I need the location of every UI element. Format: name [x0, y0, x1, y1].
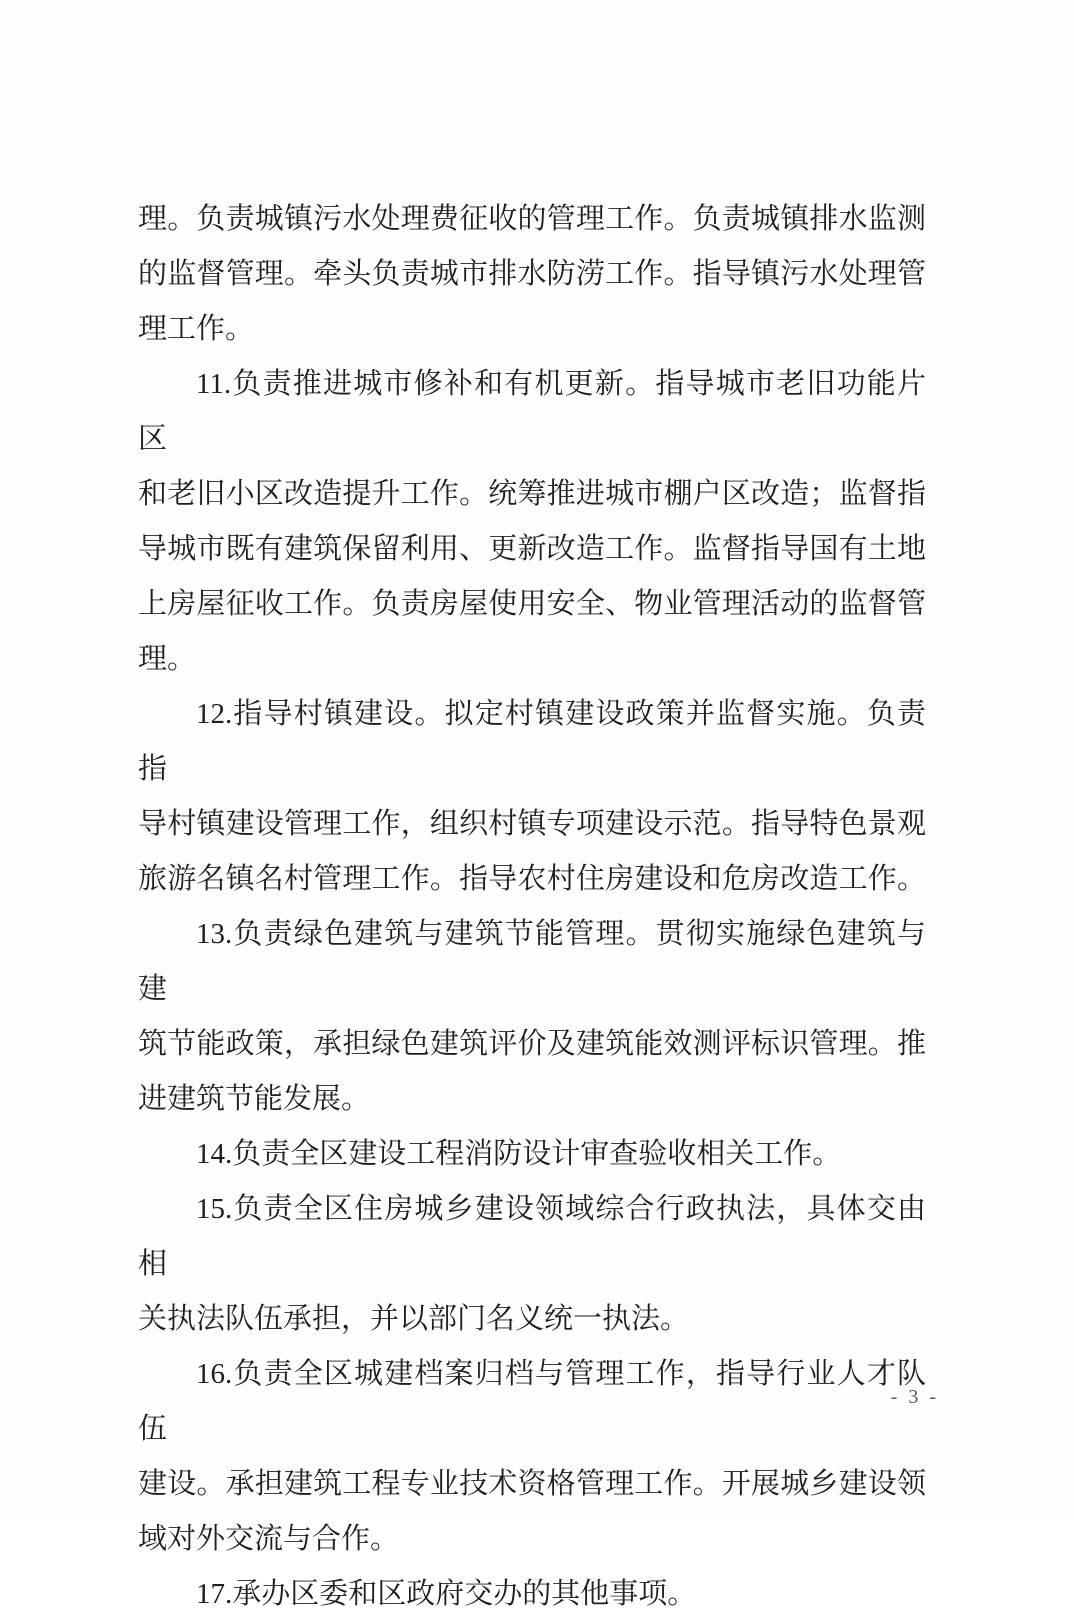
text-line: 上房屋征收工作。负责房屋使用安全、物业管理活动的监督管 [138, 588, 926, 620]
text-line: 导城市既有建筑保留利用、更新改造工作。监督指导国有土地 [138, 533, 926, 565]
text-line: 11.负责推进城市修补和有机更新。指导城市老旧功能片区 [138, 368, 926, 455]
paragraph [138, 357, 926, 687]
text-line: 15.负责全区住房城乡建设领域综合行政执法，具体交由相 [138, 1193, 926, 1280]
text-line: 12.指导村镇建设。拟定村镇建设政策并监督实施。负责指 [138, 698, 926, 785]
paragraph [138, 1347, 926, 1567]
text-line: 关执法队伍承担，并以部门名义统一执法。 [138, 1303, 690, 1335]
text-line: 和老旧小区改造提升工作。统筹推进城市棚户区改造；监督指 [138, 478, 926, 510]
document-body [138, 192, 926, 1622]
text-line: 建设。承担建筑工程专业技术资格管理工作。开展城乡建设领 [138, 1468, 926, 1500]
paragraph [138, 192, 926, 357]
text-line: 导村镇建设管理工作，组织村镇专项建设示范。指导特色景观 [138, 808, 926, 840]
paragraph [138, 687, 926, 907]
paragraph [138, 1567, 926, 1622]
paragraph [138, 1182, 926, 1347]
text-line: 16.负责全区城建档案归档与管理工作，指导行业人才队伍 [138, 1358, 926, 1445]
text-line: 理。负责城镇污水处理费征收的管理工作。负责城镇排水监测 [138, 203, 926, 235]
text-line: 理。 [138, 643, 197, 675]
text-line: 旅游名镇名村管理工作。指导农村住房建设和危房改造工作。 [138, 863, 926, 895]
paragraph [138, 907, 926, 1127]
text-line: 筑节能政策，承担绿色建筑评价及建筑能效测评标识管理。推 [138, 1028, 926, 1060]
text-line: 域对外交流与合作。 [138, 1523, 400, 1555]
text-line: 理工作。 [138, 313, 255, 345]
text-line: 13.负责绿色建筑与建筑节能管理。贯彻实施绿色建筑与建 [138, 918, 926, 1005]
text-line: 进建筑节能发展。 [138, 1083, 371, 1115]
text-line: 14.负责全区建设工程消防设计审查验收相关工作。 [196, 1138, 842, 1170]
page-number: - 3 - [890, 1386, 939, 1408]
text-line: 17.承办区委和区政府交办的其他事项。 [196, 1578, 697, 1610]
paragraph [138, 1127, 926, 1182]
text-line: 的监督管理。牵头负责城市排水防涝工作。指导镇污水处理管 [138, 258, 926, 290]
